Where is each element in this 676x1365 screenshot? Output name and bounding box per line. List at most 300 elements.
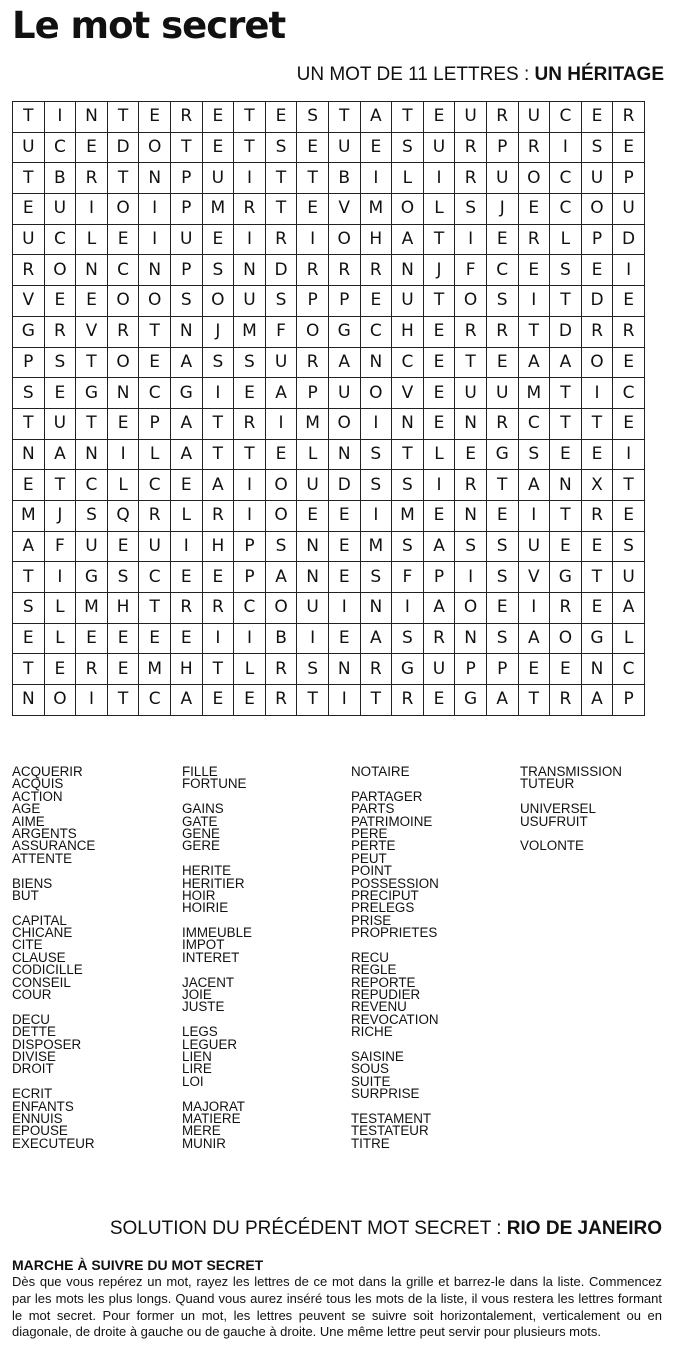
grid-cell[interactable]: E <box>613 286 645 317</box>
grid-cell[interactable]: R <box>234 408 266 439</box>
grid-cell[interactable]: H <box>202 531 234 562</box>
grid-cell[interactable]: I <box>44 102 76 133</box>
grid-cell[interactable]: P <box>297 286 329 317</box>
grid-cell[interactable]: T <box>234 439 266 470</box>
grid-cell[interactable]: S <box>170 286 202 317</box>
word-item[interactable]: FORTUNE <box>182 776 247 792</box>
grid-cell[interactable]: E <box>581 439 613 470</box>
grid-cell[interactable]: R <box>360 255 392 286</box>
word-item[interactable]: ENNUIS <box>12 1110 63 1126</box>
grid-cell[interactable]: I <box>234 224 266 255</box>
grid-cell[interactable]: R <box>44 316 76 347</box>
word-item[interactable]: TESTATEUR <box>351 1123 429 1139</box>
grid-cell[interactable]: T <box>107 163 139 194</box>
grid-cell[interactable]: T <box>234 132 266 163</box>
grid-cell[interactable]: I <box>613 439 645 470</box>
grid-cell[interactable]: E <box>550 654 582 685</box>
grid-cell[interactable]: S <box>13 593 45 624</box>
grid-cell[interactable]: E <box>202 562 234 593</box>
grid-cell[interactable]: O <box>265 500 297 531</box>
grid-cell[interactable]: R <box>360 654 392 685</box>
grid-cell[interactable]: F <box>44 531 76 562</box>
grid-cell[interactable]: T <box>550 286 582 317</box>
grid-cell[interactable]: S <box>360 470 392 501</box>
grid-cell[interactable]: I <box>423 470 455 501</box>
grid-cell[interactable]: T <box>234 102 266 133</box>
grid-cell[interactable]: L <box>297 439 329 470</box>
word-item[interactable]: DISPOSER <box>12 1036 82 1052</box>
grid-cell[interactable]: A <box>423 593 455 624</box>
grid-cell[interactable]: R <box>550 685 582 716</box>
word-item[interactable]: BIENS <box>12 875 53 891</box>
grid-cell[interactable]: U <box>76 531 108 562</box>
grid-cell[interactable]: I <box>613 255 645 286</box>
grid-cell[interactable]: S <box>486 562 518 593</box>
word-item[interactable]: UNIVERSEL <box>520 801 596 817</box>
grid-cell[interactable]: U <box>265 347 297 378</box>
grid-cell[interactable]: L <box>139 439 171 470</box>
word-item[interactable]: REVENU <box>351 999 407 1015</box>
grid-cell[interactable]: N <box>13 439 45 470</box>
grid-cell[interactable]: U <box>486 378 518 409</box>
grid-cell[interactable]: S <box>392 470 424 501</box>
grid-cell[interactable]: O <box>202 286 234 317</box>
grid-cell[interactable]: S <box>297 654 329 685</box>
grid-cell[interactable]: T <box>13 408 45 439</box>
word-item[interactable]: LOI <box>182 1073 204 1089</box>
grid-cell[interactable]: B <box>328 163 360 194</box>
grid-cell[interactable]: P <box>297 378 329 409</box>
word-item[interactable]: RECU <box>351 949 389 965</box>
grid-cell[interactable]: S <box>392 531 424 562</box>
grid-cell[interactable]: T <box>13 562 45 593</box>
grid-cell[interactable]: N <box>234 255 266 286</box>
grid-cell[interactable]: H <box>392 316 424 347</box>
word-item[interactable]: PRISE <box>351 912 392 928</box>
word-item[interactable]: ACQUERIR <box>12 764 83 779</box>
grid-cell[interactable]: T <box>13 163 45 194</box>
word-item[interactable]: VOLONTE <box>520 838 584 854</box>
grid-cell[interactable]: N <box>76 439 108 470</box>
word-item[interactable]: FILLE <box>182 764 218 779</box>
grid-cell[interactable]: E <box>550 439 582 470</box>
word-item[interactable]: POSSESSION <box>351 875 439 891</box>
grid-cell[interactable]: I <box>328 593 360 624</box>
grid-cell[interactable]: T <box>107 102 139 133</box>
grid-cell[interactable]: S <box>392 132 424 163</box>
grid-cell[interactable]: E <box>486 224 518 255</box>
grid-cell[interactable]: I <box>518 593 550 624</box>
word-item[interactable]: ASSURANCE <box>12 838 96 854</box>
word-item[interactable]: PARTAGER <box>351 788 423 804</box>
grid-cell[interactable]: R <box>613 102 645 133</box>
word-item[interactable]: HERITE <box>182 863 232 879</box>
grid-cell[interactable]: C <box>76 470 108 501</box>
grid-cell[interactable]: S <box>455 194 487 225</box>
grid-cell[interactable]: P <box>234 562 266 593</box>
grid-cell[interactable]: T <box>170 132 202 163</box>
grid-cell[interactable]: U <box>423 654 455 685</box>
word-item[interactable]: TITRE <box>351 1135 390 1151</box>
word-item[interactable]: CODICILLE <box>12 962 83 978</box>
grid-cell[interactable]: T <box>486 470 518 501</box>
grid-cell[interactable]: I <box>392 593 424 624</box>
grid-cell[interactable]: E <box>234 685 266 716</box>
grid-cell[interactable]: O <box>518 163 550 194</box>
grid-cell[interactable]: S <box>360 439 392 470</box>
grid-cell[interactable]: M <box>518 378 550 409</box>
grid-cell[interactable]: U <box>423 132 455 163</box>
grid-cell[interactable]: T <box>518 316 550 347</box>
grid-cell[interactable]: U <box>486 163 518 194</box>
grid-cell[interactable]: E <box>613 500 645 531</box>
grid-cell[interactable]: I <box>76 194 108 225</box>
grid-cell[interactable]: R <box>202 500 234 531</box>
word-item[interactable]: DECU <box>12 1011 50 1027</box>
grid-cell[interactable]: T <box>392 439 424 470</box>
grid-cell[interactable]: O <box>392 194 424 225</box>
grid-cell[interactable]: J <box>423 255 455 286</box>
grid-cell[interactable]: R <box>170 593 202 624</box>
grid-cell[interactable]: T <box>455 347 487 378</box>
grid-cell[interactable]: C <box>486 255 518 286</box>
grid-cell[interactable]: H <box>360 224 392 255</box>
grid-cell[interactable]: P <box>13 347 45 378</box>
grid-cell[interactable]: A <box>486 685 518 716</box>
grid-cell[interactable]: I <box>297 623 329 654</box>
grid-cell[interactable]: I <box>360 500 392 531</box>
word-item[interactable]: AIME <box>12 813 45 829</box>
grid-cell[interactable]: A <box>550 347 582 378</box>
grid-cell[interactable]: E <box>423 378 455 409</box>
grid-cell[interactable]: E <box>360 132 392 163</box>
grid-cell[interactable]: E <box>423 347 455 378</box>
word-item[interactable]: INTERET <box>182 949 240 965</box>
grid-cell[interactable]: P <box>581 224 613 255</box>
grid-cell[interactable]: N <box>455 408 487 439</box>
grid-cell[interactable]: E <box>13 470 45 501</box>
grid-cell[interactable]: O <box>581 194 613 225</box>
word-item[interactable]: SAISINE <box>351 1048 404 1064</box>
grid-cell[interactable]: A <box>265 378 297 409</box>
grid-cell[interactable]: N <box>107 378 139 409</box>
grid-cell[interactable]: U <box>581 163 613 194</box>
grid-cell[interactable]: U <box>455 102 487 133</box>
grid-cell[interactable]: I <box>44 562 76 593</box>
grid-cell[interactable]: I <box>76 685 108 716</box>
grid-cell[interactable]: E <box>76 286 108 317</box>
grid-cell[interactable]: C <box>550 194 582 225</box>
grid-cell[interactable]: R <box>455 163 487 194</box>
word-item[interactable]: LIRE <box>182 1061 212 1077</box>
word-item[interactable]: PARTS <box>351 801 395 817</box>
grid-cell[interactable]: D <box>581 286 613 317</box>
grid-cell[interactable]: I <box>328 685 360 716</box>
grid-cell[interactable]: E <box>581 255 613 286</box>
grid-cell[interactable]: E <box>44 654 76 685</box>
grid-cell[interactable]: O <box>107 347 139 378</box>
grid-cell[interactable]: R <box>170 102 202 133</box>
grid-cell[interactable]: E <box>107 623 139 654</box>
grid-cell[interactable]: O <box>550 623 582 654</box>
grid-cell[interactable]: E <box>486 593 518 624</box>
grid-cell[interactable]: S <box>518 439 550 470</box>
grid-cell[interactable]: T <box>202 408 234 439</box>
grid-cell[interactable]: A <box>360 102 392 133</box>
grid-cell[interactable]: S <box>234 347 266 378</box>
grid-cell[interactable]: C <box>139 470 171 501</box>
word-item[interactable]: REPUDIER <box>351 987 421 1003</box>
grid-cell[interactable]: A <box>581 685 613 716</box>
grid-cell[interactable]: S <box>581 132 613 163</box>
grid-cell[interactable]: I <box>360 408 392 439</box>
grid-cell[interactable]: O <box>265 593 297 624</box>
grid-cell[interactable]: E <box>170 470 202 501</box>
grid-cell[interactable]: E <box>613 347 645 378</box>
grid-cell[interactable]: A <box>328 347 360 378</box>
grid-cell[interactable]: E <box>107 408 139 439</box>
word-item[interactable]: NOTAIRE <box>351 764 410 779</box>
grid-cell[interactable]: E <box>170 562 202 593</box>
grid-cell[interactable]: N <box>550 470 582 501</box>
grid-cell[interactable]: R <box>613 316 645 347</box>
grid-cell[interactable]: P <box>486 654 518 685</box>
grid-cell[interactable]: O <box>297 316 329 347</box>
word-item[interactable]: JOIE <box>182 987 212 1003</box>
grid-cell[interactable]: S <box>265 132 297 163</box>
grid-cell[interactable]: N <box>360 593 392 624</box>
grid-cell[interactable]: J <box>486 194 518 225</box>
grid-cell[interactable]: P <box>234 531 266 562</box>
grid-cell[interactable]: N <box>455 500 487 531</box>
grid-cell[interactable]: R <box>297 347 329 378</box>
grid-cell[interactable]: E <box>328 623 360 654</box>
grid-cell[interactable]: A <box>13 531 45 562</box>
grid-cell[interactable]: F <box>455 255 487 286</box>
word-item[interactable]: IMMEUBLE <box>182 925 252 941</box>
grid-cell[interactable]: U <box>13 224 45 255</box>
grid-cell[interactable]: G <box>13 316 45 347</box>
grid-cell[interactable]: L <box>423 439 455 470</box>
grid-cell[interactable]: L <box>392 163 424 194</box>
grid-cell[interactable]: A <box>202 470 234 501</box>
grid-cell[interactable]: N <box>328 654 360 685</box>
grid-cell[interactable]: S <box>107 562 139 593</box>
grid-cell[interactable]: R <box>297 255 329 286</box>
grid-cell[interactable]: P <box>139 408 171 439</box>
grid-cell[interactable]: R <box>265 685 297 716</box>
grid-cell[interactable]: E <box>13 623 45 654</box>
grid-cell[interactable]: N <box>139 255 171 286</box>
grid-cell[interactable]: I <box>455 224 487 255</box>
word-item[interactable]: CLAUSE <box>12 949 66 965</box>
grid-cell[interactable]: U <box>202 163 234 194</box>
grid-cell[interactable]: A <box>265 562 297 593</box>
grid-cell[interactable]: O <box>455 593 487 624</box>
word-item[interactable]: PRECIPUT <box>351 887 419 903</box>
word-item[interactable]: PATRIMOINE <box>351 813 433 829</box>
grid-cell[interactable]: G <box>486 439 518 470</box>
grid-cell[interactable]: T <box>550 408 582 439</box>
grid-cell[interactable]: E <box>202 102 234 133</box>
grid-cell[interactable]: A <box>613 593 645 624</box>
grid-cell[interactable]: E <box>613 408 645 439</box>
grid-cell[interactable]: U <box>297 593 329 624</box>
grid-cell[interactable]: T <box>581 562 613 593</box>
grid-cell[interactable]: L <box>76 224 108 255</box>
grid-cell[interactable]: G <box>455 685 487 716</box>
word-item[interactable]: CAPITAL <box>12 912 67 928</box>
grid-cell[interactable]: U <box>613 194 645 225</box>
grid-cell[interactable]: R <box>13 255 45 286</box>
grid-cell[interactable]: T <box>581 408 613 439</box>
word-item[interactable]: SUITE <box>351 1073 391 1089</box>
grid-cell[interactable]: U <box>613 562 645 593</box>
grid-cell[interactable]: U <box>392 286 424 317</box>
grid-cell[interactable]: J <box>44 500 76 531</box>
grid-cell[interactable]: G <box>550 562 582 593</box>
grid-cell[interactable]: R <box>486 408 518 439</box>
grid-cell[interactable]: I <box>423 163 455 194</box>
word-item[interactable]: MATIERE <box>182 1110 241 1126</box>
word-item[interactable]: HERITIER <box>182 875 245 891</box>
grid-cell[interactable]: S <box>44 347 76 378</box>
grid-cell[interactable]: E <box>107 654 139 685</box>
grid-cell[interactable]: T <box>328 102 360 133</box>
grid-cell[interactable]: S <box>486 286 518 317</box>
grid-cell[interactable]: L <box>613 623 645 654</box>
grid-cell[interactable]: O <box>107 286 139 317</box>
grid-cell[interactable]: N <box>13 685 45 716</box>
grid-cell[interactable]: T <box>423 224 455 255</box>
grid-cell[interactable]: B <box>265 623 297 654</box>
grid-cell[interactable]: R <box>455 316 487 347</box>
word-item[interactable]: EXECUTEUR <box>12 1135 95 1151</box>
grid-cell[interactable]: E <box>234 378 266 409</box>
grid-cell[interactable]: E <box>297 132 329 163</box>
grid-cell[interactable]: M <box>392 500 424 531</box>
word-item[interactable]: HOIRIE <box>182 900 229 916</box>
grid-cell[interactable]: C <box>234 593 266 624</box>
word-item[interactable]: LIEN <box>182 1048 212 1064</box>
grid-cell[interactable]: T <box>550 378 582 409</box>
grid-cell[interactable]: E <box>265 439 297 470</box>
word-item[interactable]: COUR <box>12 987 52 1003</box>
grid-cell[interactable]: E <box>202 224 234 255</box>
grid-cell[interactable]: U <box>44 408 76 439</box>
grid-cell[interactable]: U <box>518 531 550 562</box>
word-item[interactable]: LEGS <box>182 1024 218 1040</box>
grid-cell[interactable]: O <box>139 286 171 317</box>
grid-cell[interactable]: O <box>265 470 297 501</box>
grid-cell[interactable]: O <box>328 224 360 255</box>
grid-cell[interactable]: T <box>423 286 455 317</box>
grid-cell[interactable]: T <box>550 500 582 531</box>
grid-cell[interactable]: T <box>139 593 171 624</box>
grid-cell[interactable]: T <box>13 102 45 133</box>
grid-cell[interactable]: U <box>518 102 550 133</box>
grid-cell[interactable]: I <box>297 224 329 255</box>
grid-cell[interactable]: T <box>139 316 171 347</box>
word-item[interactable]: CONSEIL <box>12 974 71 990</box>
grid-cell[interactable]: E <box>297 500 329 531</box>
grid-cell[interactable]: R <box>550 593 582 624</box>
grid-cell[interactable]: T <box>265 194 297 225</box>
grid-cell[interactable]: P <box>170 194 202 225</box>
grid-cell[interactable]: C <box>139 685 171 716</box>
word-item[interactable]: POINT <box>351 863 392 879</box>
grid-cell[interactable]: R <box>455 470 487 501</box>
grid-cell[interactable]: P <box>613 163 645 194</box>
grid-cell[interactable]: N <box>360 347 392 378</box>
grid-cell[interactable]: I <box>518 500 550 531</box>
grid-cell[interactable]: D <box>550 316 582 347</box>
grid-cell[interactable]: L <box>234 654 266 685</box>
grid-cell[interactable]: P <box>328 286 360 317</box>
grid-cell[interactable]: E <box>423 316 455 347</box>
word-item[interactable]: PEUT <box>351 850 387 866</box>
grid-cell[interactable]: M <box>360 531 392 562</box>
grid-cell[interactable]: A <box>44 439 76 470</box>
grid-cell[interactable]: L <box>423 194 455 225</box>
grid-cell[interactable]: H <box>170 654 202 685</box>
grid-cell[interactable]: O <box>328 408 360 439</box>
grid-cell[interactable]: T <box>297 163 329 194</box>
word-item[interactable]: TRANSMISSION <box>520 764 622 779</box>
grid-cell[interactable]: U <box>297 470 329 501</box>
grid-cell[interactable]: E <box>297 194 329 225</box>
grid-cell[interactable]: E <box>423 408 455 439</box>
grid-cell[interactable]: A <box>170 347 202 378</box>
grid-cell[interactable]: R <box>139 500 171 531</box>
grid-cell[interactable]: M <box>202 194 234 225</box>
word-item[interactable]: ACQUIS <box>12 776 64 792</box>
grid-cell[interactable]: U <box>455 378 487 409</box>
grid-cell[interactable]: A <box>518 623 550 654</box>
word-item[interactable]: CHICANE <box>12 925 73 941</box>
grid-cell[interactable]: E <box>455 439 487 470</box>
grid-cell[interactable]: N <box>297 531 329 562</box>
grid-cell[interactable]: L <box>550 224 582 255</box>
grid-cell[interactable]: H <box>107 593 139 624</box>
grid-cell[interactable]: C <box>392 347 424 378</box>
grid-cell[interactable]: M <box>297 408 329 439</box>
grid-cell[interactable]: S <box>392 623 424 654</box>
grid-cell[interactable]: R <box>265 654 297 685</box>
grid-cell[interactable]: E <box>581 102 613 133</box>
word-item[interactable]: REVOCATION <box>351 1011 439 1027</box>
grid-cell[interactable]: I <box>455 562 487 593</box>
word-item[interactable]: GATE <box>182 813 218 829</box>
grid-cell[interactable]: E <box>518 194 550 225</box>
grid-cell[interactable]: C <box>139 378 171 409</box>
word-item[interactable]: GENE <box>182 825 220 841</box>
grid-cell[interactable]: D <box>328 470 360 501</box>
word-item[interactable]: ENFANTS <box>12 1098 74 1114</box>
grid-cell[interactable]: I <box>265 408 297 439</box>
grid-cell[interactable]: V <box>518 562 550 593</box>
grid-cell[interactable]: E <box>550 531 582 562</box>
grid-cell[interactable]: I <box>550 132 582 163</box>
grid-cell[interactable]: E <box>423 685 455 716</box>
grid-cell[interactable]: E <box>486 347 518 378</box>
grid-cell[interactable]: S <box>360 562 392 593</box>
grid-cell[interactable]: R <box>265 224 297 255</box>
grid-cell[interactable]: P <box>423 562 455 593</box>
grid-cell[interactable]: E <box>44 378 76 409</box>
grid-cell[interactable]: E <box>107 531 139 562</box>
grid-cell[interactable]: I <box>202 623 234 654</box>
